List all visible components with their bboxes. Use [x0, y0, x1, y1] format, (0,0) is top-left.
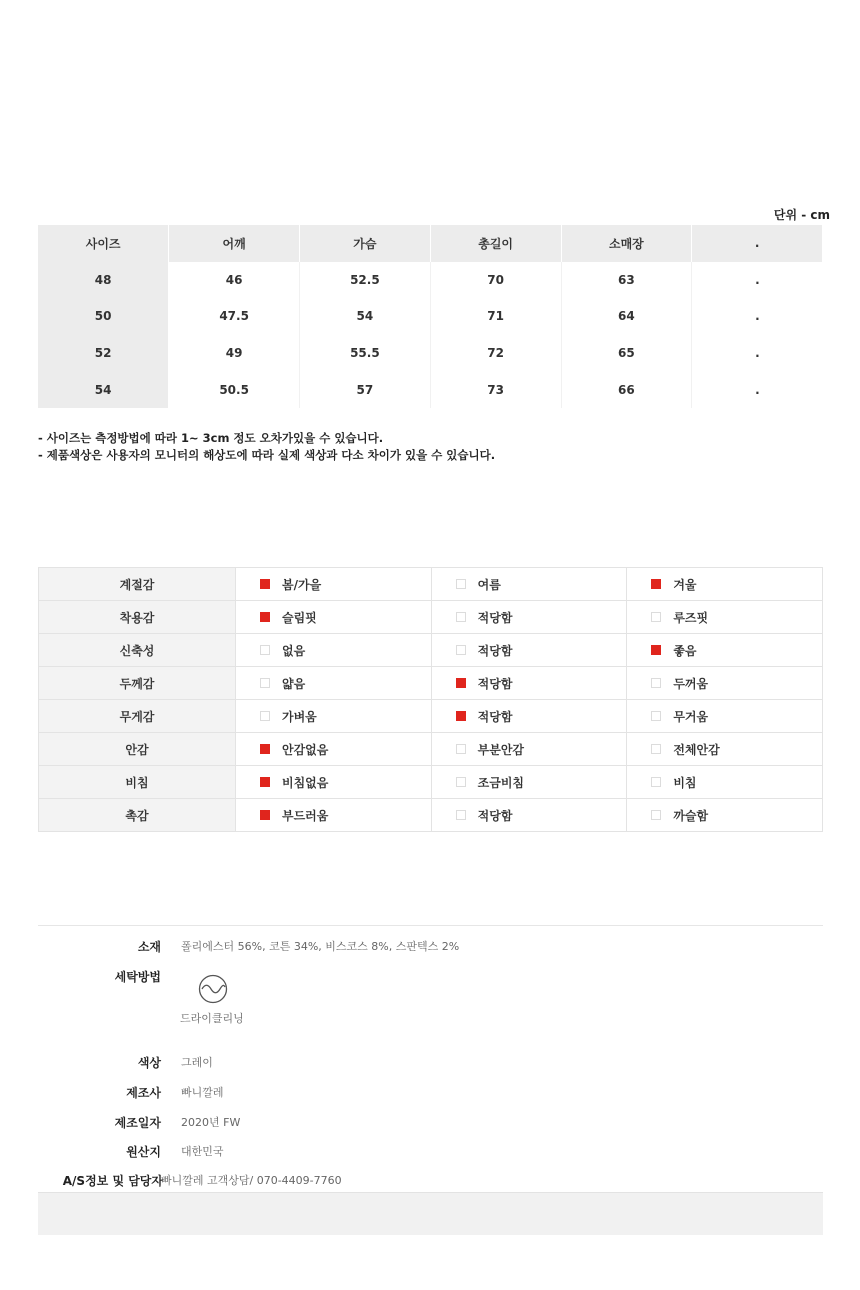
as-value: 빠니깔레 고객상담/ 070-4409-7760 — [161, 1174, 342, 1187]
fit-option-label: 까슬함 — [673, 808, 709, 823]
fit-option-label: 가벼움 — [282, 709, 317, 724]
fit-option — [432, 741, 627, 758]
fit-row-label: 두께감 — [39, 667, 236, 700]
fit-row-label: 촉감 — [39, 799, 236, 832]
fit-option — [236, 741, 431, 758]
wash-caption: 드라이클리닝 — [180, 1012, 244, 1025]
size-header-row — [38, 225, 823, 262]
fit-option-label: 슬림핏 — [282, 610, 317, 625]
unchecked-box-icon — [456, 810, 466, 820]
fit-row-label: 착용감 — [39, 601, 236, 634]
unchecked-box-icon — [260, 678, 270, 688]
fit-row — [39, 634, 823, 667]
size-cell: 54 — [38, 371, 169, 408]
fit-option — [627, 708, 822, 725]
fit-option — [432, 675, 627, 692]
unchecked-box-icon — [456, 645, 466, 655]
fit-option-label: 부분안감 — [477, 742, 525, 757]
size-header-cell: 총길이 — [430, 225, 561, 262]
fit-option-label: 좋음 — [673, 643, 697, 658]
size-header-cell: . — [692, 225, 823, 262]
fit-option-cell — [431, 667, 627, 700]
info-footer-bar — [38, 1192, 823, 1235]
fit-option-label: 봄/가을 — [282, 577, 322, 592]
size-cell: 71 — [430, 298, 561, 335]
size-chart-table — [38, 225, 823, 408]
fit-option — [236, 708, 431, 725]
fit-option — [627, 774, 822, 791]
fit-row-label: 안감 — [39, 733, 236, 766]
unchecked-box-icon — [651, 744, 661, 754]
fit-option-cell — [236, 667, 432, 700]
size-cell: 70 — [430, 262, 561, 299]
fit-option-label: 안감없음 — [282, 742, 329, 757]
checked-box-icon — [260, 579, 270, 589]
fit-option-cell — [627, 700, 823, 733]
size-header-cell: 가슴 — [300, 225, 431, 262]
fit-option — [236, 774, 431, 791]
unchecked-box-icon — [651, 777, 661, 787]
fit-option-label: 루즈핏 — [673, 610, 709, 625]
fit-option-cell — [627, 601, 823, 634]
size-row — [38, 371, 823, 408]
size-cell: . — [755, 309, 760, 324]
fit-option — [432, 774, 627, 791]
fit-option-cell — [236, 634, 432, 667]
fit-option-cell — [431, 766, 627, 799]
fit-option — [627, 675, 822, 692]
size-header-cell: 사이즈 — [38, 225, 169, 262]
unchecked-box-icon — [456, 777, 466, 787]
fit-option — [627, 642, 822, 659]
origin-value: 대한민국 — [181, 1145, 224, 1158]
size-header-cell: 어깨 — [169, 225, 300, 262]
size-cell: 48 — [38, 262, 169, 299]
fit-option-label: 비침없음 — [282, 775, 329, 790]
fit-option-label: 적당함 — [477, 709, 513, 724]
dry-clean-icon — [198, 974, 228, 1004]
unit-label: 단위 - cm — [773, 208, 830, 222]
fit-option — [432, 642, 627, 659]
fit-option-label: 적당함 — [477, 676, 513, 691]
fit-option-label: 무거움 — [673, 709, 709, 724]
fit-option-cell — [431, 601, 627, 634]
fit-option-cell — [627, 667, 823, 700]
size-cell: 50.5 — [169, 371, 300, 408]
fit-row-label: 신축성 — [39, 634, 236, 667]
fit-option-label: 조금비침 — [477, 775, 525, 790]
fit-row — [39, 667, 823, 700]
unchecked-box-icon — [456, 612, 466, 622]
fit-option-cell — [236, 601, 432, 634]
size-cell: 72 — [430, 335, 561, 372]
unchecked-box-icon — [651, 810, 661, 820]
fit-option-label: 얇음 — [282, 676, 306, 691]
checked-box-icon — [456, 711, 466, 721]
size-cell: 57 — [300, 371, 431, 408]
fit-option-cell — [431, 799, 627, 832]
product-info — [38, 925, 823, 1234]
unchecked-box-icon — [456, 744, 466, 754]
unchecked-box-icon — [651, 711, 661, 721]
fit-option-cell — [627, 799, 823, 832]
fit-option-label: 적당함 — [477, 610, 513, 625]
material-value: 폴리에스터 56%, 코튼 34%, 비스코스 8%, 스판텍스 2% — [181, 940, 460, 953]
wash-label: 세탁방법 — [114, 970, 161, 984]
unchecked-box-icon — [260, 645, 270, 655]
fit-row — [39, 568, 823, 601]
fit-option — [236, 675, 431, 692]
date-value: 2020년 FW — [181, 1116, 241, 1129]
size-row — [38, 262, 823, 299]
size-cell: 49 — [169, 335, 300, 372]
fit-option-cell — [236, 700, 432, 733]
fit-option — [432, 576, 627, 593]
size-cell: 47.5 — [169, 298, 300, 335]
size-cell: 55.5 — [300, 335, 431, 372]
fit-option — [236, 642, 431, 659]
size-cell: 65 — [561, 335, 692, 372]
fit-option-cell — [627, 733, 823, 766]
fit-option-cell — [431, 700, 627, 733]
size-header-cell: 소매장 — [561, 225, 692, 262]
note-line: - 사이즈는 측정방법에 따라 1~ 3cm 정도 오차가있을 수 있습니다. — [38, 431, 384, 445]
checked-box-icon — [456, 678, 466, 688]
size-cell: . — [755, 346, 760, 361]
fit-row — [39, 799, 823, 832]
fit-option — [627, 576, 822, 593]
fit-option — [627, 609, 822, 626]
fit-option-label: 없음 — [282, 643, 306, 658]
note-line: - 제품색상은 사용자의 모니터의 해상도에 따라 실제 색상과 다소 차이가 있을 수 있습니다. — [38, 448, 496, 462]
size-cell: 73 — [430, 371, 561, 408]
size-cell: 54 — [300, 298, 431, 335]
as-label: A/S정보 및 담당자 — [62, 1174, 163, 1188]
size-cell: 63 — [561, 262, 692, 299]
fit-row — [39, 700, 823, 733]
maker-value: 빠니깔레 — [181, 1086, 224, 1099]
fit-option-label: 여름 — [477, 577, 501, 592]
unchecked-box-icon — [260, 711, 270, 721]
fit-option-cell — [431, 733, 627, 766]
size-cell: . — [755, 382, 760, 397]
checked-box-icon — [260, 744, 270, 754]
size-row — [38, 335, 823, 372]
fit-option — [236, 576, 431, 593]
fit-option — [627, 807, 822, 824]
checked-box-icon — [260, 612, 270, 622]
size-cell: 50 — [38, 298, 169, 335]
checked-box-icon — [651, 645, 661, 655]
fit-option-label: 비침 — [673, 775, 697, 790]
fit-row-label: 무게감 — [39, 700, 236, 733]
fit-option — [236, 807, 431, 824]
fit-option — [432, 609, 627, 626]
fit-option-label: 부드러움 — [282, 808, 329, 823]
fit-option-cell — [627, 634, 823, 667]
unchecked-box-icon — [651, 612, 661, 622]
fit-option — [432, 807, 627, 824]
fit-option-cell — [431, 568, 627, 601]
fit-option-cell — [236, 799, 432, 832]
origin-label: 원산지 — [126, 1145, 161, 1159]
size-row — [38, 298, 823, 335]
color-label: 색상 — [137, 1056, 161, 1070]
fit-option-label: 겨울 — [673, 577, 697, 592]
size-cell: 52.5 — [300, 262, 431, 299]
fit-row-label: 비침 — [39, 766, 236, 799]
fit-option-cell — [431, 634, 627, 667]
fit-option-cell — [627, 766, 823, 799]
size-cell: 66 — [561, 371, 692, 408]
size-notes — [38, 430, 495, 464]
fit-row — [39, 733, 823, 766]
fit-option — [236, 609, 431, 626]
color-value: 그레이 — [181, 1056, 213, 1069]
fit-option-label: 적당함 — [477, 643, 513, 658]
fit-row — [39, 766, 823, 799]
fit-option-label: 적당함 — [477, 808, 513, 823]
maker-label: 제조사 — [126, 1086, 161, 1100]
checked-box-icon — [260, 810, 270, 820]
size-cell: 64 — [561, 298, 692, 335]
size-cell: 46 — [169, 262, 300, 299]
checked-box-icon — [260, 777, 270, 787]
unchecked-box-icon — [651, 678, 661, 688]
fit-row — [39, 601, 823, 634]
fit-option-cell — [236, 766, 432, 799]
unchecked-box-icon — [456, 579, 466, 589]
size-cell: . — [755, 272, 760, 287]
fit-option-cell — [627, 568, 823, 601]
date-label: 제조일자 — [114, 1116, 161, 1130]
fit-option-cell — [236, 568, 432, 601]
fit-option-cell — [236, 733, 432, 766]
checked-box-icon — [651, 579, 661, 589]
fit-option-label: 두꺼움 — [673, 676, 709, 691]
material-label: 소재 — [137, 940, 161, 954]
fit-option-label: 전체안감 — [673, 742, 720, 757]
size-cell: 52 — [38, 335, 169, 372]
fit-option — [627, 741, 822, 758]
fit-row-label: 계절감 — [39, 568, 236, 601]
fit-chart-table — [38, 567, 823, 832]
fit-option — [432, 708, 627, 725]
